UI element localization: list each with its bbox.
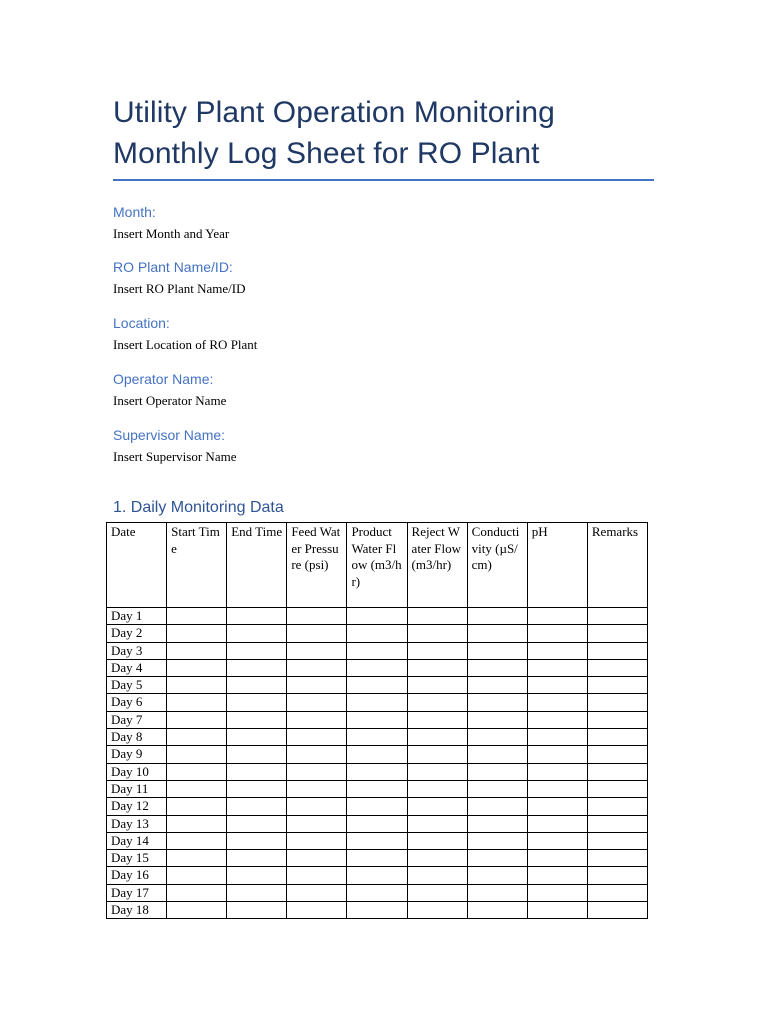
end-time-cell[interactable] [227,608,287,625]
reject-flow-cell[interactable] [407,625,467,642]
reject-flow-cell[interactable] [407,711,467,728]
table-row [107,625,648,642]
ph-cell[interactable] [527,780,587,797]
ph-cell[interactable] [527,884,587,901]
reject-flow-cell[interactable] [407,763,467,780]
title-underline [113,179,654,181]
end-time-cell[interactable] [227,798,287,815]
reject-flow-cell[interactable] [407,780,467,797]
table-row [107,867,648,884]
conductivity-cell[interactable] [467,694,527,711]
feed-pressure-cell[interactable] [287,798,347,815]
reject-flow-cell[interactable] [407,798,467,815]
ph-cell[interactable] [527,832,587,849]
month-label: Month: [113,204,156,220]
product-flow-cell[interactable] [347,659,407,676]
reject-flow-cell[interactable] [407,608,467,625]
reject-flow-cell[interactable] [407,902,467,919]
conductivity-cell[interactable] [467,902,527,919]
feed-pressure-cell[interactable] [287,694,347,711]
ph-cell[interactable] [527,867,587,884]
start-time-cell[interactable] [167,694,227,711]
end-time-cell[interactable] [227,694,287,711]
start-time-cell[interactable] [167,902,227,919]
remarks-cell[interactable] [587,815,647,832]
start-time-cell[interactable] [167,659,227,676]
remarks-cell[interactable] [587,608,647,625]
plant-name-value[interactable]: Insert RO Plant Name/ID [113,281,246,296]
table-row [107,798,648,815]
date-cell: Day 4 [107,659,167,676]
remarks-cell[interactable] [587,780,647,797]
ph-cell[interactable] [527,608,587,625]
conductivity-cell[interactable] [467,677,527,694]
end-time-cell[interactable] [227,625,287,642]
product-flow-cell[interactable] [347,763,407,780]
table-row [107,763,648,780]
table-row [107,729,648,746]
feed-pressure-cell[interactable] [287,608,347,625]
feed-pressure-cell[interactable] [287,625,347,642]
feed-pressure-cell[interactable] [287,902,347,919]
header-feed-pressure: Feed Water Pressure (psi) [287,523,347,608]
date-cell: Day 15 [107,850,167,867]
conductivity-cell[interactable] [467,729,527,746]
remarks-cell[interactable] [587,659,647,676]
conductivity-cell[interactable] [467,780,527,797]
ph-cell[interactable] [527,763,587,780]
end-time-cell[interactable] [227,711,287,728]
product-flow-cell[interactable] [347,677,407,694]
reject-flow-cell[interactable] [407,815,467,832]
table-row [107,659,648,676]
date-cell: Day 10 [107,763,167,780]
table-row [107,711,648,728]
remarks-cell[interactable] [587,729,647,746]
date-cell: Day 6 [107,694,167,711]
conductivity-cell[interactable] [467,711,527,728]
section-heading: 1. Daily Monitoring Data [113,499,284,516]
ph-cell[interactable] [527,625,587,642]
end-time-cell[interactable] [227,815,287,832]
conductivity-cell[interactable] [467,850,527,867]
conductivity-cell[interactable] [467,659,527,676]
date-cell: Day 11 [107,780,167,797]
ph-cell[interactable] [527,815,587,832]
feed-pressure-cell[interactable] [287,729,347,746]
header-reject-flow: Reject Water Flow (m3/hr) [407,523,467,608]
remarks-cell[interactable] [587,711,647,728]
feed-pressure-cell[interactable] [287,746,347,763]
start-time-cell[interactable] [167,677,227,694]
header-date: Date [107,523,167,608]
remarks-cell[interactable] [587,798,647,815]
table-row [107,694,648,711]
table-row [107,832,648,849]
location-label: Location: [113,315,170,331]
feed-pressure-cell[interactable] [287,867,347,884]
title-line-1: Utility Plant Operation Monitoring [113,96,555,129]
table-row [107,850,648,867]
ph-cell[interactable] [527,711,587,728]
date-cell: Day 3 [107,642,167,659]
header-conductivity: Conductivity (µS/cm) [467,523,527,608]
operator-label: Operator Name: [113,371,214,387]
product-flow-cell[interactable] [347,608,407,625]
supervisor-field [113,426,633,465]
start-time-cell[interactable] [167,884,227,901]
end-time-cell[interactable] [227,832,287,849]
ph-cell[interactable] [527,850,587,867]
feed-pressure-cell[interactable] [287,780,347,797]
ph-cell[interactable] [527,798,587,815]
start-time-cell[interactable] [167,850,227,867]
end-time-cell[interactable] [227,780,287,797]
operator-field [113,370,633,409]
end-time-cell[interactable] [227,659,287,676]
plant-name-field [113,258,633,297]
start-time-cell[interactable] [167,763,227,780]
product-flow-cell[interactable] [347,798,407,815]
end-time-cell[interactable] [227,746,287,763]
product-flow-cell[interactable] [347,625,407,642]
remarks-cell[interactable] [587,642,647,659]
date-cell: Day 18 [107,902,167,919]
reject-flow-cell[interactable] [407,677,467,694]
start-time-cell[interactable] [167,867,227,884]
product-flow-cell[interactable] [347,694,407,711]
date-cell: Day 16 [107,867,167,884]
conductivity-cell[interactable] [467,884,527,901]
header-product-flow: Product Water Flow (m3/hr) [347,523,407,608]
end-time-cell[interactable] [227,884,287,901]
table-row [107,608,648,625]
end-time-cell[interactable] [227,729,287,746]
product-flow-cell[interactable] [347,884,407,901]
feed-pressure-cell[interactable] [287,659,347,676]
month-value[interactable]: Insert Month and Year [113,226,230,241]
document-title [113,92,673,174]
start-time-cell[interactable] [167,729,227,746]
table-row [107,902,648,919]
start-time-cell[interactable] [167,832,227,849]
conductivity-cell[interactable] [467,746,527,763]
plant-name-label: RO Plant Name/ID: [113,259,233,275]
reject-flow-cell[interactable] [407,850,467,867]
end-time-cell[interactable] [227,902,287,919]
date-cell: Day 7 [107,711,167,728]
remarks-cell[interactable] [587,694,647,711]
header-ph: pH [527,523,587,608]
date-cell: Day 9 [107,746,167,763]
table-row [107,677,648,694]
end-time-cell[interactable] [227,677,287,694]
conductivity-cell[interactable] [467,867,527,884]
end-time-cell[interactable] [227,850,287,867]
date-cell: Day 8 [107,729,167,746]
reject-flow-cell[interactable] [407,746,467,763]
title-line-2: Monthly Log Sheet for RO Plant [113,137,540,170]
remarks-cell[interactable] [587,902,647,919]
product-flow-cell[interactable] [347,780,407,797]
remarks-cell[interactable] [587,832,647,849]
table-row [107,780,648,797]
feed-pressure-cell[interactable] [287,763,347,780]
product-flow-cell[interactable] [347,711,407,728]
ph-cell[interactable] [527,677,587,694]
product-flow-cell[interactable] [347,746,407,763]
product-flow-cell[interactable] [347,902,407,919]
reject-flow-cell[interactable] [407,884,467,901]
month-field [113,203,633,242]
date-cell: Day 13 [107,815,167,832]
conductivity-cell[interactable] [467,832,527,849]
product-flow-cell[interactable] [347,850,407,867]
ph-cell[interactable] [527,746,587,763]
remarks-cell[interactable] [587,763,647,780]
remarks-cell[interactable] [587,625,647,642]
daily-monitoring-table [106,522,648,919]
feed-pressure-cell[interactable] [287,884,347,901]
end-time-cell[interactable] [227,642,287,659]
table-row [107,642,648,659]
reject-flow-cell[interactable] [407,729,467,746]
supervisor-value[interactable]: Insert Supervisor Name [113,449,237,464]
feed-pressure-cell[interactable] [287,711,347,728]
start-time-cell[interactable] [167,711,227,728]
conductivity-cell[interactable] [467,798,527,815]
date-cell: Day 1 [107,608,167,625]
header-start-time: Start Time [167,523,227,608]
ph-cell[interactable] [527,659,587,676]
conductivity-cell[interactable] [467,763,527,780]
conductivity-cell[interactable] [467,625,527,642]
remarks-cell[interactable] [587,677,647,694]
product-flow-cell[interactable] [347,815,407,832]
conductivity-cell[interactable] [467,608,527,625]
feed-pressure-cell[interactable] [287,642,347,659]
conductivity-cell[interactable] [467,815,527,832]
supervisor-label: Supervisor Name: [113,427,226,443]
header-remarks: Remarks [587,523,647,608]
start-time-cell[interactable] [167,780,227,797]
reject-flow-cell[interactable] [407,832,467,849]
start-time-cell[interactable] [167,815,227,832]
feed-pressure-cell[interactable] [287,677,347,694]
date-cell: Day 14 [107,832,167,849]
header-end-time: End Time [227,523,287,608]
feed-pressure-cell[interactable] [287,850,347,867]
reject-flow-cell[interactable] [407,867,467,884]
ph-cell[interactable] [527,694,587,711]
remarks-cell[interactable] [587,884,647,901]
remarks-cell[interactable] [587,850,647,867]
product-flow-cell[interactable] [347,642,407,659]
product-flow-cell[interactable] [347,867,407,884]
date-cell: Day 17 [107,884,167,901]
remarks-cell[interactable] [587,746,647,763]
reject-flow-cell[interactable] [407,659,467,676]
operator-value[interactable]: Insert Operator Name [113,393,227,408]
start-time-cell[interactable] [167,625,227,642]
feed-pressure-cell[interactable] [287,815,347,832]
ph-cell[interactable] [527,729,587,746]
table-row [107,884,648,901]
reject-flow-cell[interactable] [407,694,467,711]
date-cell: Day 5 [107,677,167,694]
end-time-cell[interactable] [227,867,287,884]
conductivity-cell[interactable] [467,642,527,659]
location-value[interactable]: Insert Location of RO Plant [113,337,258,352]
ph-cell[interactable] [527,642,587,659]
start-time-cell[interactable] [167,642,227,659]
product-flow-cell[interactable] [347,729,407,746]
date-cell: Day 2 [107,625,167,642]
start-time-cell[interactable] [167,608,227,625]
start-time-cell[interactable] [167,798,227,815]
product-flow-cell[interactable] [347,832,407,849]
location-field [113,314,633,353]
table-header-row [107,523,648,608]
ph-cell[interactable] [527,902,587,919]
feed-pressure-cell[interactable] [287,832,347,849]
end-time-cell[interactable] [227,763,287,780]
table-body [107,608,648,919]
remarks-cell[interactable] [587,867,647,884]
reject-flow-cell[interactable] [407,642,467,659]
table-row [107,815,648,832]
table-row [107,746,648,763]
date-cell: Day 12 [107,798,167,815]
start-time-cell[interactable] [167,746,227,763]
